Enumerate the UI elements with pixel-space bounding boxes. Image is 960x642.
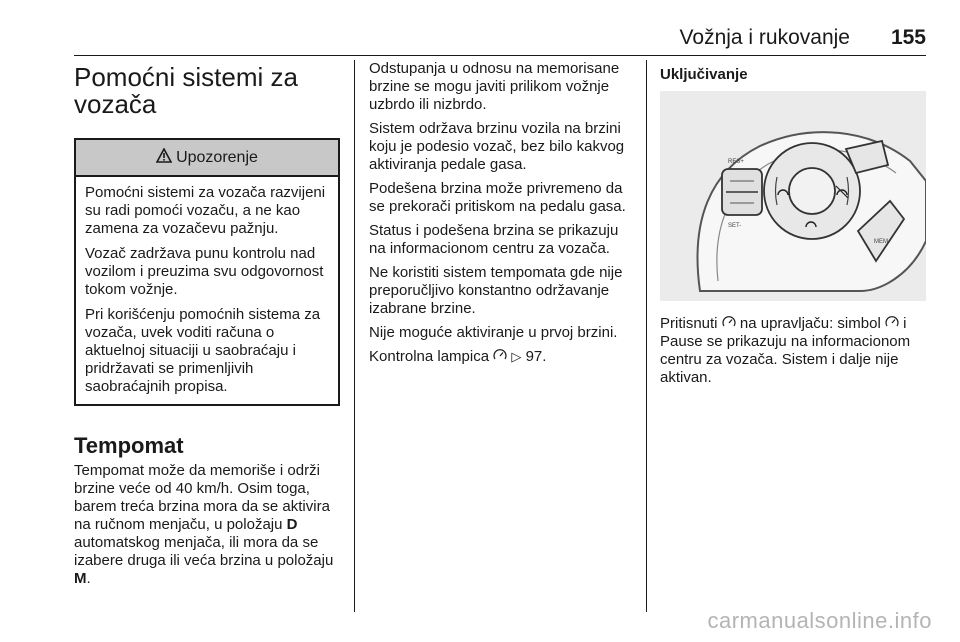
warning-paragraph: Pomoćni sistemi za vozača razvijeni su radi pomoći vozaču, a ne kao zamena za vozačevu pažnju.: [85, 184, 326, 237]
column-1: [74, 60, 340, 588]
watermark: carmanualsonline.info: [707, 608, 932, 633]
body-paragraph: Odstupanja u odnosu na memorisane brzine se mogu javiti prilikom vožnje uzbrdo ili nizbrdo.: [369, 60, 620, 113]
page-header: [74, 26, 926, 54]
body-paragraph: Ne koristiti sistem tempomata gde nije preporučljivo konstantno održavanje izabrane brzine.: [369, 264, 623, 317]
mem-label: MEM: [874, 239, 888, 245]
chapter-heading: Pomoćni sistemi za vozača: [74, 62, 298, 119]
page-ref-arrow-icon: ▷: [511, 349, 522, 364]
warning-box: [74, 138, 340, 406]
body-paragraph: Nije moguće aktiviranje u prvoj brzini.: [369, 324, 618, 341]
cruise-control-icon: [493, 349, 507, 364]
column-2: [369, 60, 635, 372]
section-heading-tempomat: Tempomat: [74, 433, 184, 458]
warning-triangle-icon: [156, 148, 172, 168]
activation-paragraph: Pritisnuti na upravljaču: simbol i Pause se prikazuju na informacionom centru za vozača. Sistem i dalje nije aktivan.: [660, 315, 911, 386]
lamp-reference: Kontrolna lampica ▷ 97.: [369, 348, 547, 365]
res-label: RES+: [728, 159, 744, 165]
set-label: SET-: [728, 223, 742, 229]
body-paragraph: Podešena brzina može privremeno da se prekorači pritiskom na pedalu gasa.: [369, 180, 626, 215]
cruise-control-icon: [722, 316, 736, 331]
column-divider-2: [646, 60, 647, 612]
column-divider-1: [354, 60, 355, 612]
section-title: Vožnja i rukovanje: [679, 26, 850, 49]
warning-title: Upozorenje: [176, 148, 258, 166]
body-paragraph: Status i podešena brzina se prikazuju na informacionom centru za vozača.: [369, 222, 619, 257]
column-3: [660, 60, 926, 387]
page-number: 155: [890, 26, 926, 49]
header-divider: [74, 55, 926, 56]
cruise-control-icon: [885, 316, 899, 331]
body-paragraph: Sistem održava brzinu vozila na brzini koju je podesio vozač, bez bilo kakvog aktiviranja pedale gasa.: [369, 120, 625, 173]
warning-body: [76, 177, 338, 404]
warning-header: [76, 140, 338, 177]
steering-wheel-controls-image: [660, 91, 926, 301]
section-heading-ukljucivanje: Uključivanje: [660, 66, 748, 83]
tempomat-paragraph: Tempomat može da memoriše i održi brzine veće od 40 km/h. Osim toga, barem treća brzina mora da se aktivira na ručnom menjaču, u položaju D automatskog menjača, ili mora da se izabere druga ili veća brzina u položaju M.: [74, 462, 334, 587]
warning-paragraph: Pri korišćenju pomoćnih sistema za vozača, uvek voditi računa o aktuelnoj situaciji u saobraćaju i pridržavati se primenljivih saobraćajnih propisa.: [85, 306, 321, 395]
page-ref-link[interactable]: 97.: [525, 348, 547, 365]
warning-paragraph: Vozač zadržava punu kontrolu nad vozilom i preuzima svu odgovornost tokom vožnje.: [85, 245, 324, 298]
